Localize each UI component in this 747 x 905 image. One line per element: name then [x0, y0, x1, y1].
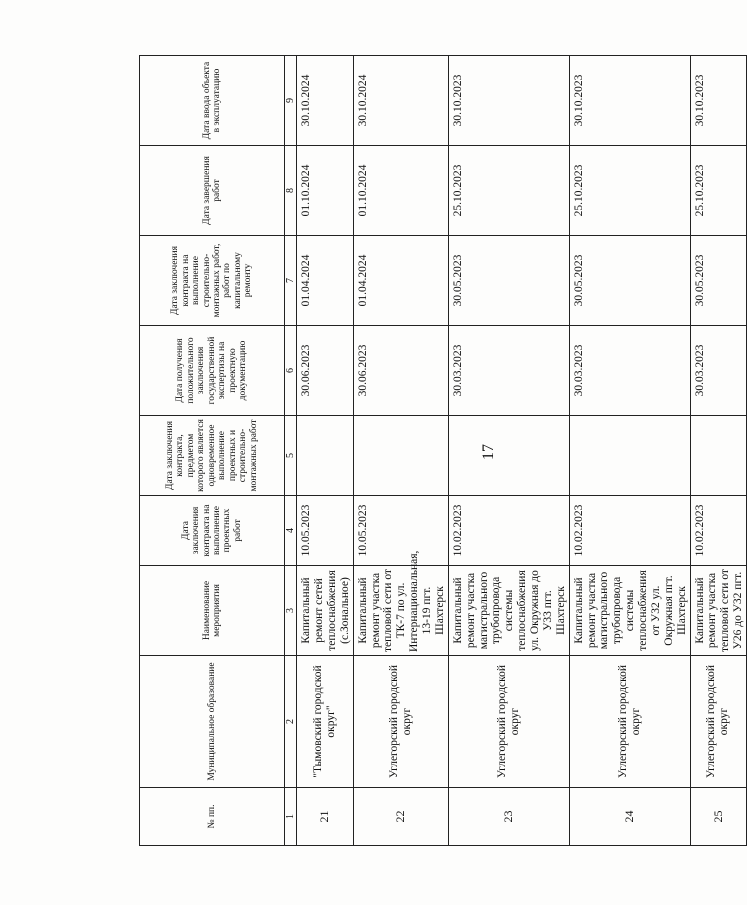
cell-municipality: Углегорский городской округ [448, 656, 569, 788]
cell-design-contract: 10.02.2023 [448, 496, 569, 566]
table-row [448, 56, 569, 846]
header-combined-contract: Дата заключения контракта, предметом которого является одновременное выполнение проектных и строительно-монтажных работ [140, 416, 285, 496]
header-construction-contract: Дата заключения контракта на выполнение строительно-монтажных работ, работ по капитальному ремонту [140, 236, 285, 326]
cell-num: 24 [569, 788, 690, 846]
cell-completion: 01.10.2024 [353, 146, 448, 236]
cell-commissioning: 30.10.2024 [353, 56, 448, 146]
cell-construction-contract: 30.05.2023 [448, 236, 569, 326]
events-table [139, 55, 747, 846]
table-row [569, 56, 690, 846]
header-design-contract: Дата заключения контракта на выполнение проектных работ [140, 496, 285, 566]
table-row [690, 56, 747, 846]
colnum-1: 1 [285, 788, 297, 846]
colnum-5: 5 [285, 416, 297, 496]
cell-construction-contract: 01.04.2024 [353, 236, 448, 326]
cell-commissioning: 30.10.2023 [690, 56, 747, 146]
header-row [140, 56, 285, 846]
cell-event: Капитальный ремонт участка тепловой сети от У26 до У32 пгт. [690, 566, 747, 656]
cell-municipality: Углегорский городской округ [569, 656, 690, 788]
cell-municipality: Углегорский городской округ [353, 656, 448, 788]
colnum-6: 6 [285, 326, 297, 416]
header-num: № пп. [140, 788, 285, 846]
cell-expertise: 30.03.2023 [448, 326, 569, 416]
cell-construction-contract: 01.04.2024 [297, 236, 354, 326]
cell-design-contract: 10.05.2023 [297, 496, 354, 566]
colnum-8: 8 [285, 146, 297, 236]
cell-design-contract: 10.05.2023 [353, 496, 448, 566]
cell-design-contract: 10.02.2023 [690, 496, 747, 566]
cell-combined-contract [353, 416, 448, 496]
cell-num: 23 [448, 788, 569, 846]
cell-municipality: "Тымовский городской округ" [297, 656, 354, 788]
cell-event: Капитальный ремонт участка магистрального трубопровода системы теплоснабжения ул. Окружная до У33 пгт. Шахтерск [448, 566, 569, 656]
cell-combined-contract [690, 416, 747, 496]
cell-event: Капитальный ремонт сетей теплоснабжения (с.Зональное) [297, 566, 354, 656]
cell-design-contract: 10.02.2023 [569, 496, 690, 566]
header-completion: Дата завершения работ [140, 146, 285, 236]
cell-combined-contract [448, 416, 569, 496]
header-event: Наименование мероприятия [140, 566, 285, 656]
cell-num: 22 [353, 788, 448, 846]
cell-expertise: 30.03.2023 [690, 326, 747, 416]
rotated-table-wrapper [139, 56, 745, 846]
cell-completion: 25.10.2023 [690, 146, 747, 236]
cell-expertise: 30.06.2023 [297, 326, 354, 416]
colnum-9: 9 [285, 56, 297, 146]
cell-commissioning: 30.10.2024 [297, 56, 354, 146]
colnum-7: 7 [285, 236, 297, 326]
cell-completion: 25.10.2023 [569, 146, 690, 236]
cell-num: 25 [690, 788, 747, 846]
cell-event: Капитальный ремонт участка магистрального трубопровода системы теплоснабжения от У32 ул. Окружная пгт. Шахтерск [569, 566, 690, 656]
cell-event: Капитальный ремонт участка тепловой сети от ТК-7 по ул. Интернациональная, 13-19 пгт. Шахтерск [353, 566, 448, 656]
colnum-3: 3 [285, 566, 297, 656]
table-row [297, 56, 354, 846]
header-expertise: Дата получения положительного заключения государственной экспертизы на проектную документацию [140, 326, 285, 416]
header-commissioning: Дата ввода объекта в эксплуатацию [140, 56, 285, 146]
cell-combined-contract [297, 416, 354, 496]
cell-construction-contract: 30.05.2023 [569, 236, 690, 326]
header-municipality: Муниципальное образование [140, 656, 285, 788]
colnum-2: 2 [285, 656, 297, 788]
column-number-row [285, 56, 297, 846]
cell-combined-contract [569, 416, 690, 496]
cell-commissioning: 30.10.2023 [448, 56, 569, 146]
cell-expertise: 30.06.2023 [353, 326, 448, 416]
page-number: 17 [480, 444, 497, 460]
cell-municipality: Углегорский городской округ [690, 656, 747, 788]
cell-construction-contract: 30.05.2023 [690, 236, 747, 326]
cell-completion: 01.10.2024 [297, 146, 354, 236]
colnum-4: 4 [285, 496, 297, 566]
cell-expertise: 30.03.2023 [569, 326, 690, 416]
table-row [353, 56, 448, 846]
cell-num: 21 [297, 788, 354, 846]
cell-commissioning: 30.10.2023 [569, 56, 690, 146]
cell-completion: 25.10.2023 [448, 146, 569, 236]
